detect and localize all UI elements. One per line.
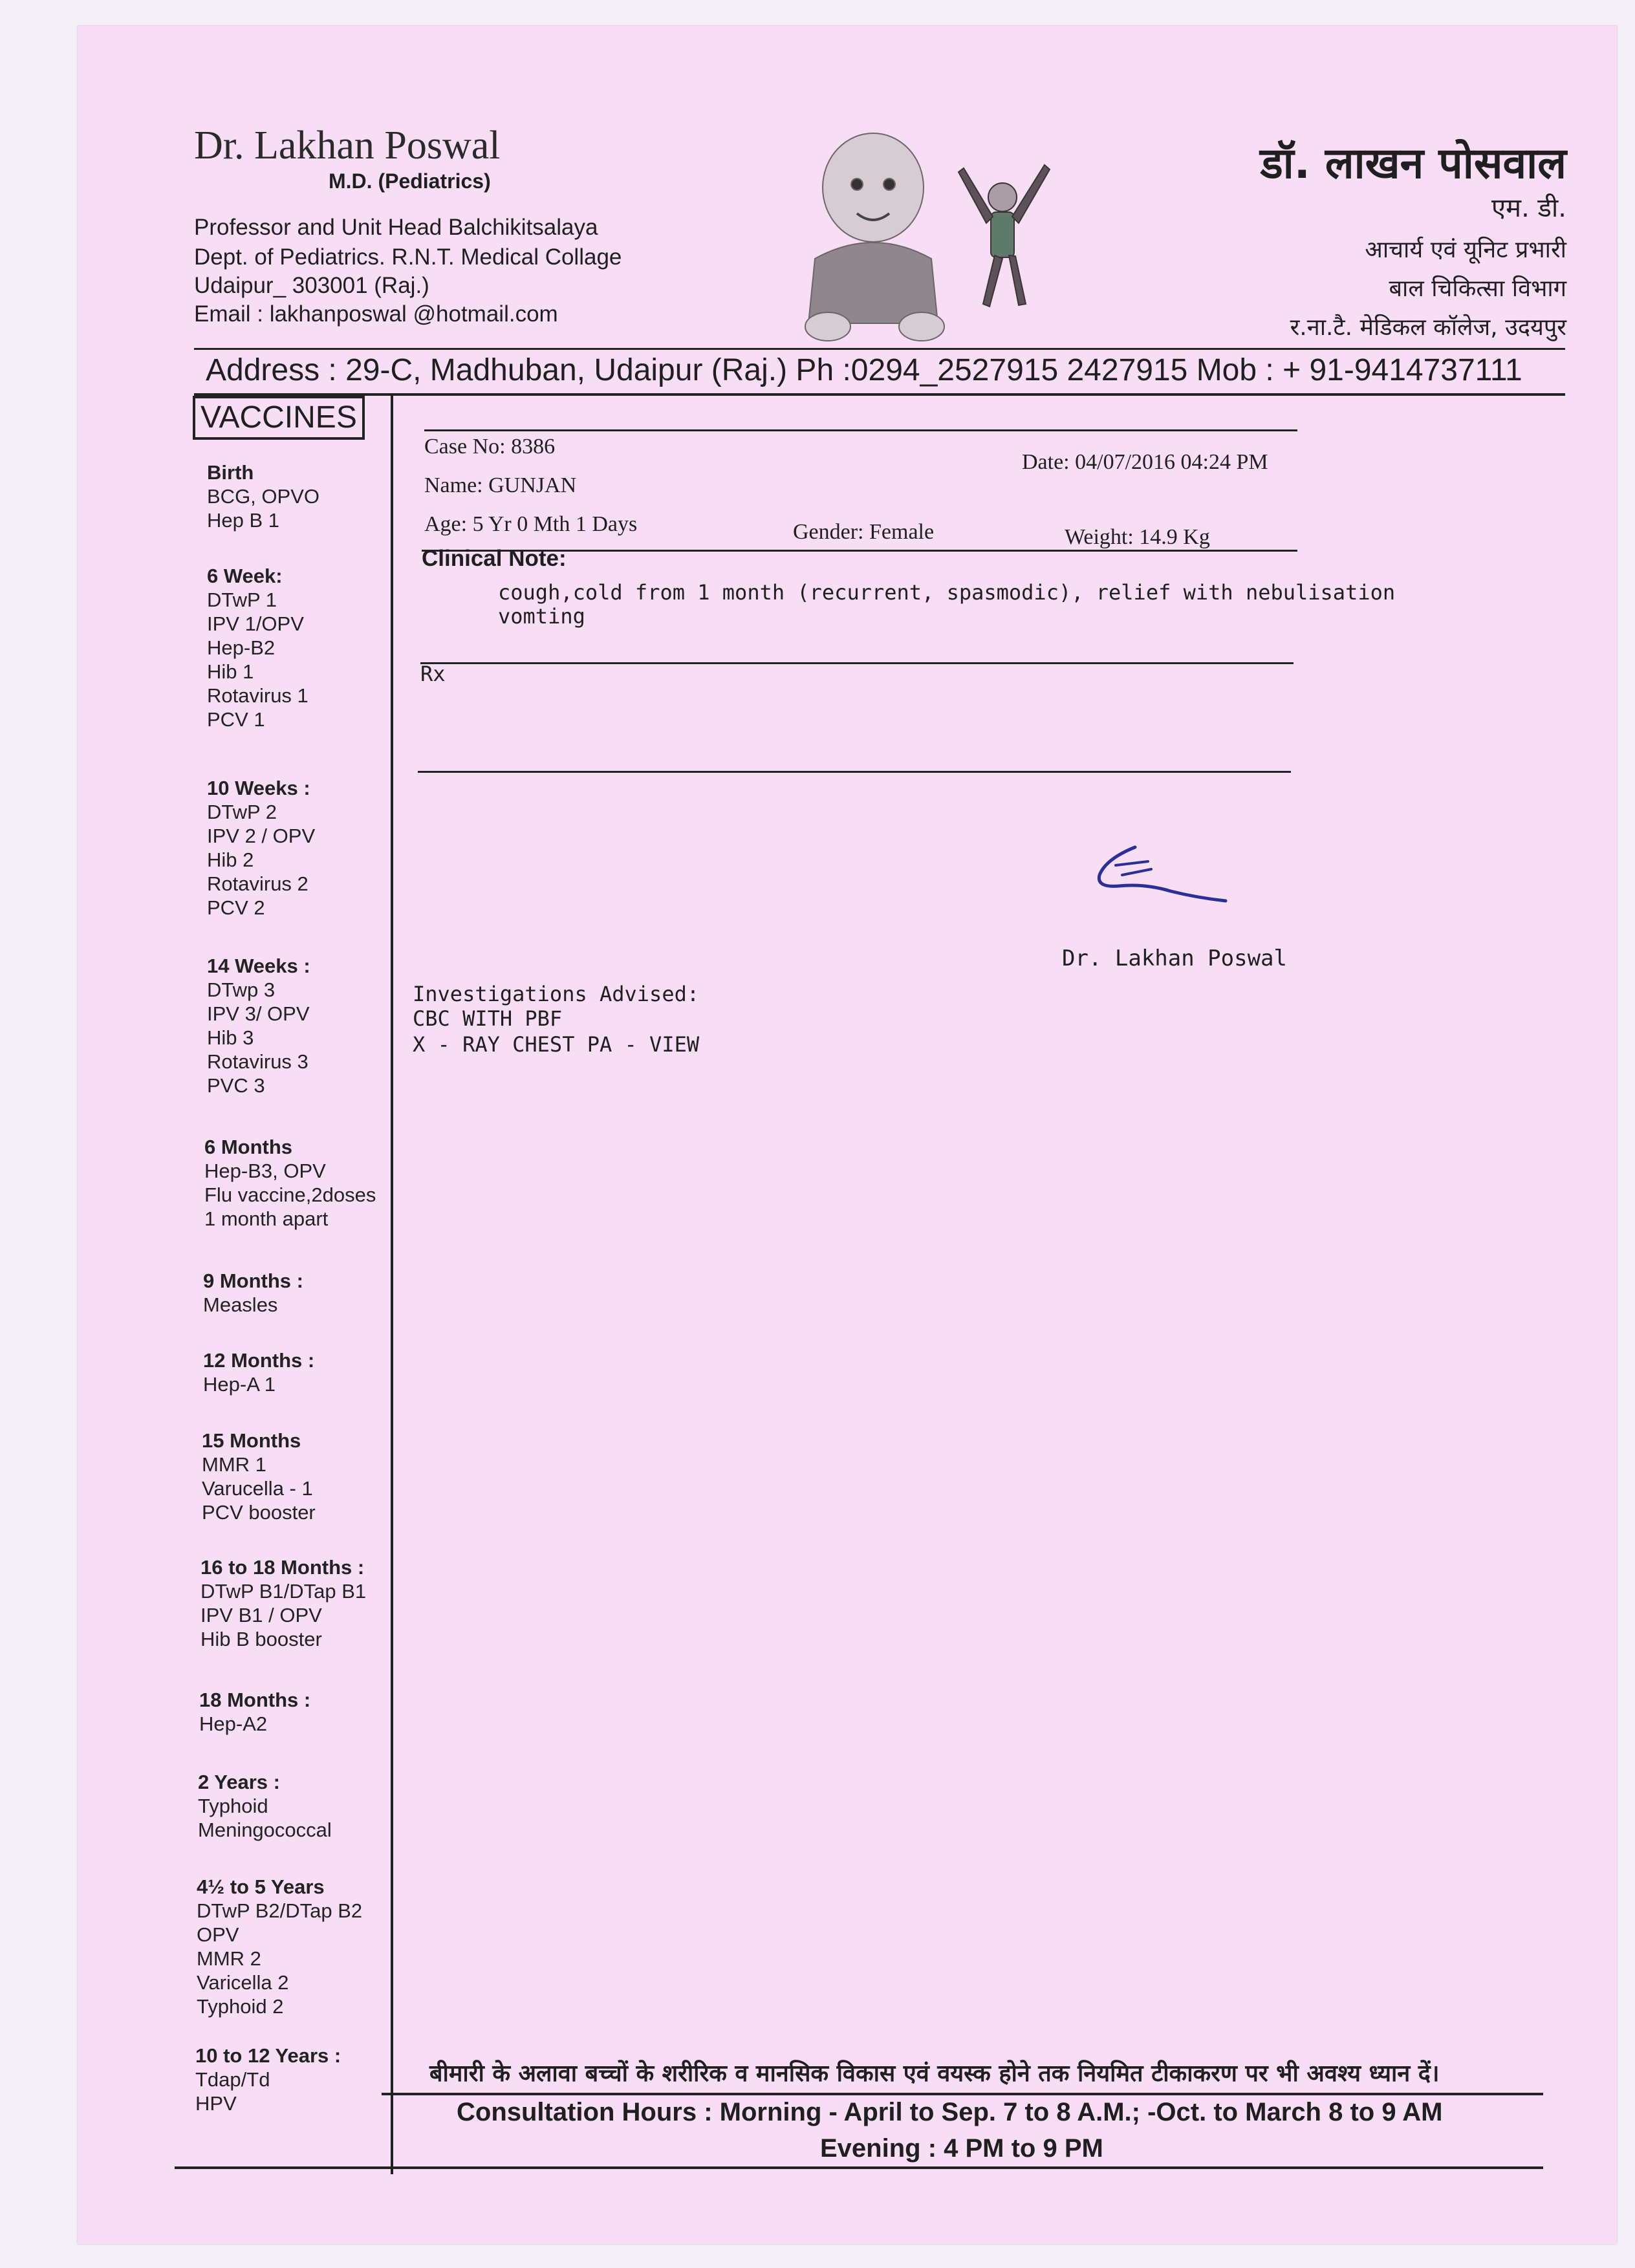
case-top-rule [424, 429, 1297, 431]
patient-age: Age: 5 Yr 0 Mth 1 Days [424, 512, 638, 536]
vaccine-item: PCV 1 [207, 708, 265, 731]
vaccine-item: Hep-A 1 [203, 1373, 276, 1396]
vaccine-group-heading: 9 Months : [203, 1269, 303, 1292]
vaccine-group-6-months [204, 1135, 376, 1231]
vaccine-item: Hep-A2 [199, 1712, 268, 1735]
doctor-name-en: Dr. Lakhan Poswal [194, 124, 501, 167]
vaccine-group-16-to-18-months [200, 1555, 366, 1651]
patient-gender: Gender: Female [793, 520, 935, 544]
clinical-note-line: vomting [498, 604, 585, 629]
vaccine-item: DTwP 2 [207, 801, 277, 823]
vaccine-item: PCV booster [202, 1501, 316, 1524]
vaccine-group-heading: 6 Months [204, 1136, 293, 1158]
vaccine-item: PVC 3 [207, 1074, 265, 1097]
address-line: Address : 29-C, Madhuban, Udaipur (Raj.) Ph :0294_2527915 2427915 Mob : + 91-9414737111 [206, 353, 1522, 387]
vaccine-item: Flu vaccine,2doses [204, 1183, 376, 1206]
vaccine-item: Hep-B3, OPV [204, 1160, 326, 1182]
vaccine-group-12-months [203, 1348, 314, 1396]
vaccine-item: OPV [197, 1923, 239, 1946]
rx-label: Rx [420, 662, 446, 686]
degree-en: M.D. (Pediatrics) [329, 169, 491, 193]
rx-bottom-rule [418, 771, 1291, 773]
vaccine-item: Hib 1 [207, 660, 254, 683]
vaccine-item: Hib 2 [207, 848, 254, 871]
consultation-hours-evening: Evening : 4 PM to 9 PM [820, 2134, 1103, 2163]
children-illustration [789, 129, 1061, 349]
vaccine-item: IPV 1/OPV [207, 612, 304, 635]
vaccines-column-rule [391, 396, 393, 2174]
designation-hi-line: र.ना.टै. मेडिकल कॉलेज, उदयपुर [1290, 314, 1566, 341]
vaccine-item: DTwp 3 [207, 978, 276, 1001]
vaccine-item: Hib 3 [207, 1026, 254, 1049]
vaccine-group-4-5-years [197, 1875, 362, 2018]
vaccine-item: Typhoid 2 [197, 1995, 284, 2018]
vaccine-group-heading: 2 Years : [198, 1771, 280, 1793]
signature-name: Dr. Lakhan Poswal [1062, 945, 1287, 971]
vaccine-group-heading: 4½ to 5 Years [197, 1875, 325, 1898]
vaccine-item: DTwP B1/DTap B1 [200, 1580, 367, 1603]
vaccine-group-10-weeks [207, 776, 315, 920]
vaccine-item: Hib B booster [200, 1628, 322, 1650]
vaccine-group-heading: 18 Months : [199, 1689, 311, 1711]
designation-line: Dept. of Pediatrics. R.N.T. Medical Collage [194, 244, 622, 270]
vaccine-item: IPV B1 / OPV [200, 1604, 322, 1626]
patient-weight: Weight: 14.9 Kg [1065, 525, 1210, 549]
vaccine-item: DTwP B2/DTap B2 [197, 1899, 363, 1922]
degree-hi: एम. डी. [1491, 193, 1566, 223]
footer-top-rule [382, 2093, 1543, 2095]
clinical-note-line: cough,cold from 1 month (recurrent, spasmodic), relief with nebulisation [498, 580, 1396, 605]
vaccine-item: Varicella 2 [197, 1971, 289, 1994]
vaccine-group-heading: 10 Weeks : [207, 777, 310, 799]
doctor-signature [1087, 839, 1235, 917]
vaccine-item: Typhoid [198, 1795, 268, 1817]
designation-line: Udaipur_ 303001 (Raj.) [194, 273, 429, 298]
vaccine-group-heading: 15 Months [202, 1429, 301, 1452]
vaccine-group-heading: 14 Weeks : [207, 955, 310, 977]
vaccine-item: MMR 1 [202, 1453, 266, 1476]
vaccine-group-heading: 12 Months : [203, 1349, 315, 1372]
vaccine-item: Measles [203, 1293, 278, 1316]
vaccine-item: Varucella - 1 [202, 1477, 313, 1500]
vaccine-group-14-weeks [207, 954, 310, 1097]
vaccine-item: DTwP 1 [207, 589, 277, 611]
vaccine-group-heading: 10 to 12 Years : [195, 2044, 341, 2067]
vaccine-item: MMR 2 [197, 1947, 261, 1970]
vaccine-item: IPV 2 / OPV [207, 825, 316, 847]
rx-top-rule [420, 662, 1294, 664]
vaccine-group-heading: Birth [207, 461, 254, 484]
address-rule [194, 393, 1565, 396]
vaccine-item: Hep-B2 [207, 636, 276, 659]
vaccine-item: 1 month apart [204, 1207, 329, 1230]
vaccine-item: Rotavirus 2 [207, 872, 309, 895]
vaccine-item: Tdap/Td [195, 2068, 270, 2091]
vaccine-item: HPV [195, 2092, 237, 2115]
vaccine-item: IPV 3/ OPV [207, 1002, 310, 1025]
vaccine-item: Rotavirus 3 [207, 1050, 309, 1073]
email-line: Email : lakhanposwal @hotmail.com [194, 301, 558, 327]
vaccine-item: Meningococcal [198, 1819, 332, 1841]
vaccine-group-15-months [202, 1429, 316, 1524]
patient-name: Name: GUNJAN [424, 473, 577, 497]
clinical-note-label: Clinical Note: [422, 546, 567, 571]
vaccine-item: Hep B 1 [207, 509, 280, 532]
vaccine-group-18-months [199, 1688, 310, 1736]
vaccine-group-6-week [207, 564, 309, 731]
investigations-label: Investigations Advised: [413, 982, 700, 1006]
consultation-hours-line: Consultation Hours : Morning - April to Sep. 7 to 8 A.M.; -Oct. to March 8 to 9 AM [457, 2098, 1443, 2126]
visit-date: Date: 04/07/2016 04:24 PM [1022, 450, 1268, 474]
vaccine-item: PCV 2 [207, 896, 265, 919]
vaccine-item: BCG, OPVO [207, 485, 319, 508]
case-number: Case No: 8386 [424, 435, 556, 459]
doctor-name-hi: डॉ. लाखन पोसवाल [1260, 138, 1566, 188]
vaccine-group-birth [207, 460, 319, 532]
hindi-advice-note: बीमारी के अलावा बच्चों के शरीरिक व मानसिक विकास एवं वयस्क होने तक नियमित टीकाकरण पर भी अवश्य ध्यान दें। [429, 2060, 1440, 2087]
vaccine-group-9-months [203, 1269, 303, 1317]
investigation-item: CBC WITH PBF [413, 1006, 563, 1031]
designation-line: Professor and Unit Head Balchikitsalaya [194, 215, 598, 240]
vaccine-group-2-years [198, 1770, 332, 1842]
vaccines-title: VACCINES [193, 396, 365, 440]
footer-bottom-rule [175, 2166, 1543, 2169]
header-rule [194, 348, 1565, 350]
vaccine-group-10-to-12-years [195, 2044, 341, 2115]
investigation-item: X - RAY CHEST PA - VIEW [413, 1032, 700, 1057]
vaccine-item: Rotavirus 1 [207, 684, 309, 707]
designation-hi-line: बाल चिकित्सा विभाग [1389, 275, 1566, 302]
vaccine-group-heading: 6 Week: [207, 565, 283, 587]
vaccine-group-heading: 16 to 18 Months : [200, 1556, 365, 1579]
designation-hi-line: आचार्य एवं यूनिट प्रभारी [1365, 237, 1566, 263]
